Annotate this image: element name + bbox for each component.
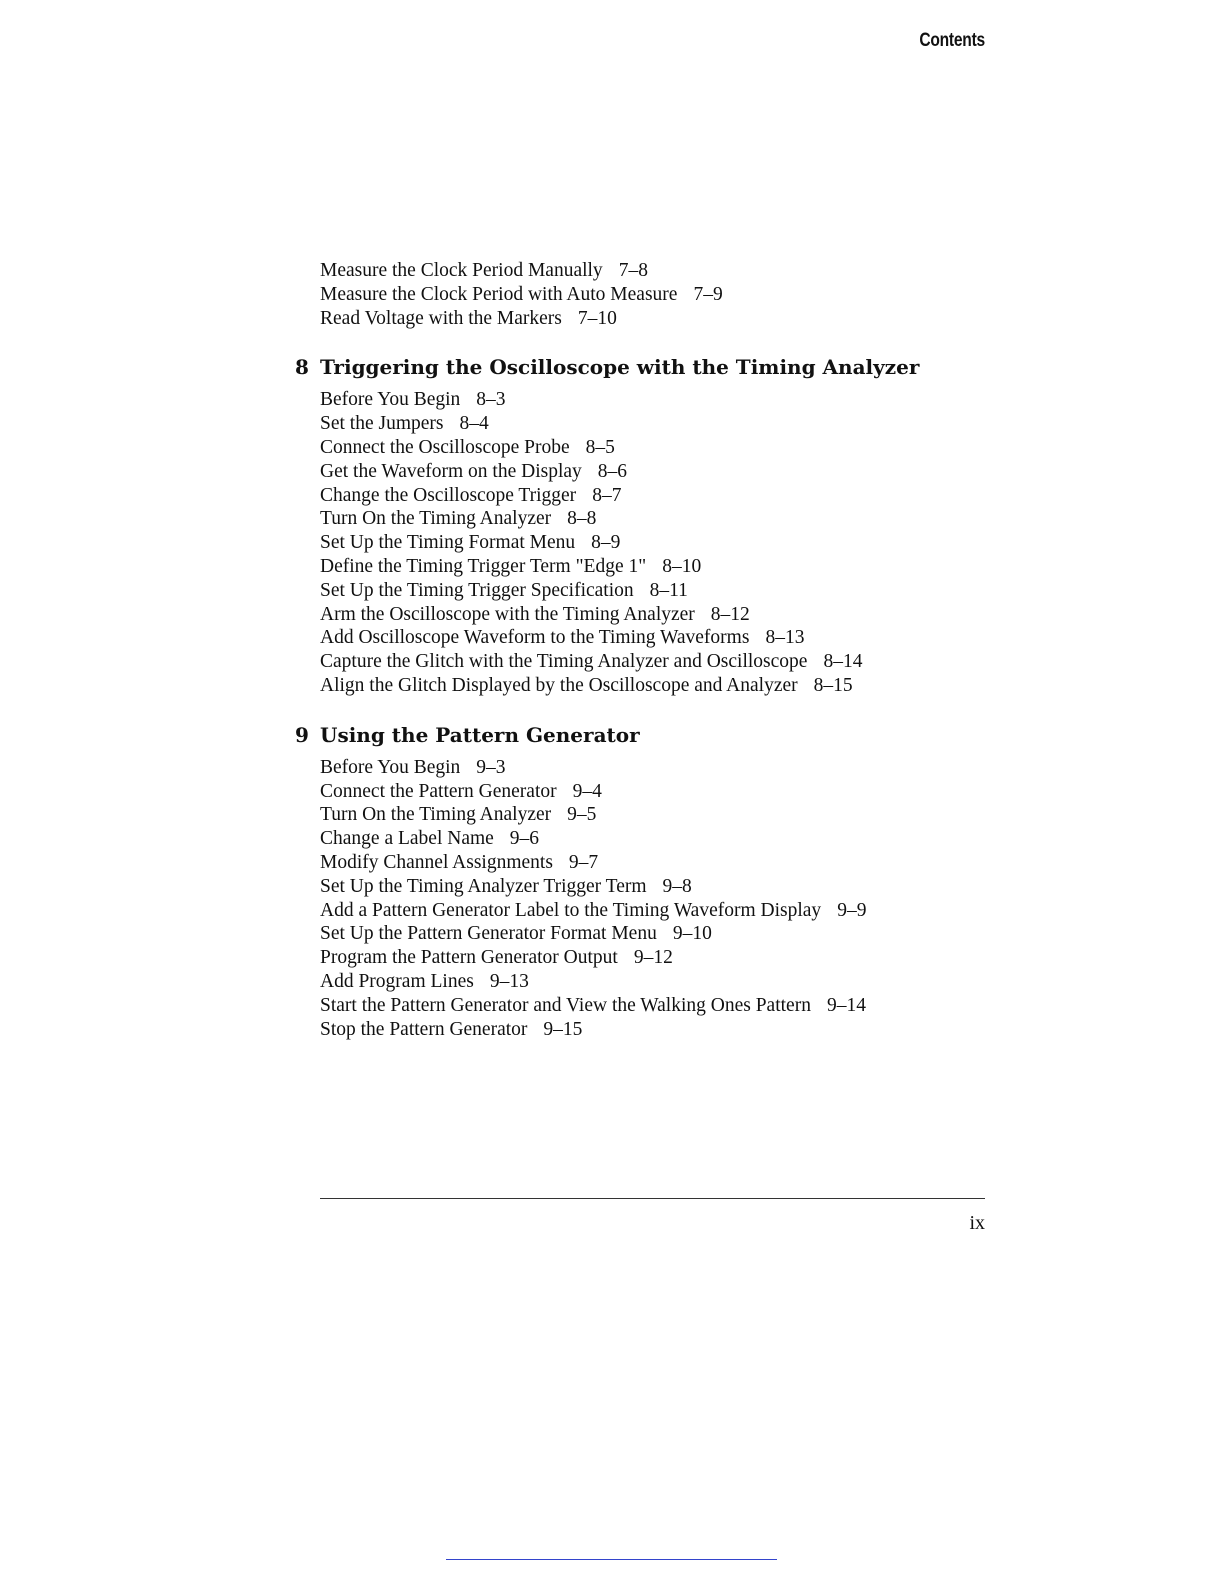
toc-entry-page: 9–10 <box>672 923 712 945</box>
toc-entry-page: 8–6 <box>597 460 628 482</box>
footer-divider <box>320 1198 985 1199</box>
chapter-number: 8 <box>295 355 309 380</box>
toc-entry-title: Program the Pattern Generator Output <box>320 947 618 969</box>
toc-entry-title: Read Voltage with the Markers <box>320 307 562 329</box>
toc-entry-title: Connect the Pattern Generator <box>320 780 557 802</box>
toc-entry-page: 7–9 <box>693 283 723 305</box>
toc-entry[interactable] <box>320 555 1040 579</box>
toc-entry[interactable] <box>320 674 1040 698</box>
chapter-title: Using the Pattern Generator <box>320 722 640 747</box>
toc-entry-title: Measure the Clock Period Manually <box>320 260 603 281</box>
toc-entry-page: 8–7 <box>592 484 622 506</box>
toc-entry-title: Add Oscilloscope Waveform to the Timing Waveforms <box>320 627 750 649</box>
toc-entry[interactable] <box>320 626 1040 650</box>
toc-entry-page: 9–15 <box>543 1018 583 1040</box>
toc-entry-title: Set Up the Timing Trigger Specification <box>320 579 634 601</box>
toc-entry-page: 8–13 <box>765 627 805 649</box>
toc-entry[interactable] <box>320 851 1040 875</box>
toc-entry[interactable] <box>320 579 1040 603</box>
toc-entry-title: Turn On the Timing Analyzer <box>320 508 552 530</box>
chapter-8-entry-list <box>320 388 1040 697</box>
toc-entry-page: 7–8 <box>618 260 648 281</box>
toc-entry-title: Start the Pattern Generator and View the Walking Ones Pattern <box>320 994 811 1016</box>
toc-entry-page: 9–6 <box>509 828 540 850</box>
toc-entry-page: 8–9 <box>591 532 621 554</box>
toc-entry-page: 9–9 <box>837 899 867 921</box>
toc-entry-title: Before You Begin <box>320 756 461 778</box>
running-header-title: Contents <box>919 30 985 51</box>
toc-entry[interactable] <box>320 531 1040 555</box>
toc-entry-title: Set Up the Timing Format Menu <box>320 532 576 554</box>
chapter-number: 9 <box>295 722 309 747</box>
toc-entry-title: Change the Oscilloscope Trigger <box>320 484 577 506</box>
toc-entry-page: 9–14 <box>826 994 866 1016</box>
toc-entry[interactable] <box>320 283 1040 307</box>
toc-entry-page: 8–5 <box>585 436 615 458</box>
toc-entry-page: 9–4 <box>572 780 602 802</box>
bottom-link-underline <box>446 1559 777 1560</box>
toc-entry-title: Capture the Glitch with the Timing Analyzer and Oscilloscope <box>320 651 808 673</box>
toc-entry[interactable] <box>320 756 1040 780</box>
toc-entry[interactable] <box>320 946 1040 970</box>
toc-entry-page: 9–8 <box>662 875 692 897</box>
toc-entry-title: Change a Label Name <box>320 828 494 850</box>
toc-entry-title: Modify Channel Assignments <box>320 851 553 873</box>
chapter-title: Triggering the Oscilloscope with the Timing Analyzer <box>320 355 920 380</box>
toc-entry-title: Connect the Oscilloscope Probe <box>320 436 570 458</box>
toc-entry-title: Set Up the Timing Analyzer Trigger Term <box>320 875 647 897</box>
toc-entry[interactable] <box>320 780 1040 804</box>
toc-entry-page: 8–3 <box>476 389 506 411</box>
chapter-heading-9[interactable] <box>295 722 1040 748</box>
toc-entry[interactable] <box>320 388 1040 412</box>
toc-entry-title: Align the Glitch Displayed by the Oscilloscope and Analyzer <box>320 674 798 696</box>
toc-entry[interactable] <box>320 899 1040 923</box>
toc-entry-page: 9–3 <box>476 756 506 778</box>
toc-entry-page: 8–12 <box>710 603 750 625</box>
toc-entry-page: 8–8 <box>567 508 597 530</box>
toc-entry-title: Stop the Pattern Generator <box>320 1018 528 1040</box>
toc-entry-title: Define the Timing Trigger Term "Edge 1" <box>320 555 647 577</box>
toc-entry-title: Measure the Clock Period with Auto Measure <box>320 283 678 305</box>
toc-entry-page: 7–10 <box>577 307 617 329</box>
toc-entry-page: 8–14 <box>823 651 863 673</box>
toc-entry[interactable] <box>320 436 1040 460</box>
toc-entry[interactable] <box>320 970 1040 994</box>
toc-entry-title: Set Up the Pattern Generator Format Menu <box>320 923 657 945</box>
toc-entry-page: 9–7 <box>568 851 599 873</box>
table-of-contents <box>295 259 1040 1041</box>
toc-entry-page: 8–15 <box>813 674 853 696</box>
toc-entry-title: Add Program Lines <box>320 970 474 992</box>
toc-entry-title: Arm the Oscilloscope with the Timing Analyzer <box>320 603 695 625</box>
toc-entry-title: Turn On the Timing Analyzer <box>320 804 552 826</box>
toc-entry[interactable] <box>320 1018 1040 1042</box>
chapter-heading-8[interactable] <box>295 354 1040 380</box>
toc-entry[interactable] <box>320 307 1040 331</box>
toc-entry-page: 9–5 <box>567 804 597 826</box>
toc-entry-page: 9–13 <box>489 970 529 992</box>
chapter-9-entry-list <box>320 756 1040 1042</box>
toc-entry-page: 8–11 <box>649 579 688 601</box>
toc-entry[interactable] <box>320 650 1040 674</box>
toc-entry-title: Set the Jumpers <box>320 413 444 435</box>
toc-entry[interactable] <box>320 460 1040 484</box>
toc-entry[interactable] <box>320 259 1040 283</box>
toc-entry[interactable] <box>320 875 1040 899</box>
toc-entry[interactable] <box>320 484 1040 508</box>
toc-entry-page: 8–10 <box>662 555 702 577</box>
toc-entry-title: Before You Begin <box>320 389 461 411</box>
toc-entry[interactable] <box>320 827 1040 851</box>
page-number: ix <box>969 1212 985 1234</box>
toc-entry[interactable] <box>320 412 1040 436</box>
toc-entry-page: 9–12 <box>633 947 673 969</box>
toc-entry[interactable] <box>320 994 1040 1018</box>
toc-entry[interactable] <box>320 922 1040 946</box>
toc-entry-title: Get the Waveform on the Display <box>320 460 582 482</box>
toc-entry-title: Add a Pattern Generator Label to the Timing Waveform Display <box>320 899 822 921</box>
toc-entry[interactable] <box>320 803 1040 827</box>
toc-carryover-list <box>320 259 1040 330</box>
toc-entry[interactable] <box>320 507 1040 531</box>
toc-entry[interactable] <box>320 603 1040 627</box>
toc-entry-page: 8–4 <box>459 413 489 435</box>
